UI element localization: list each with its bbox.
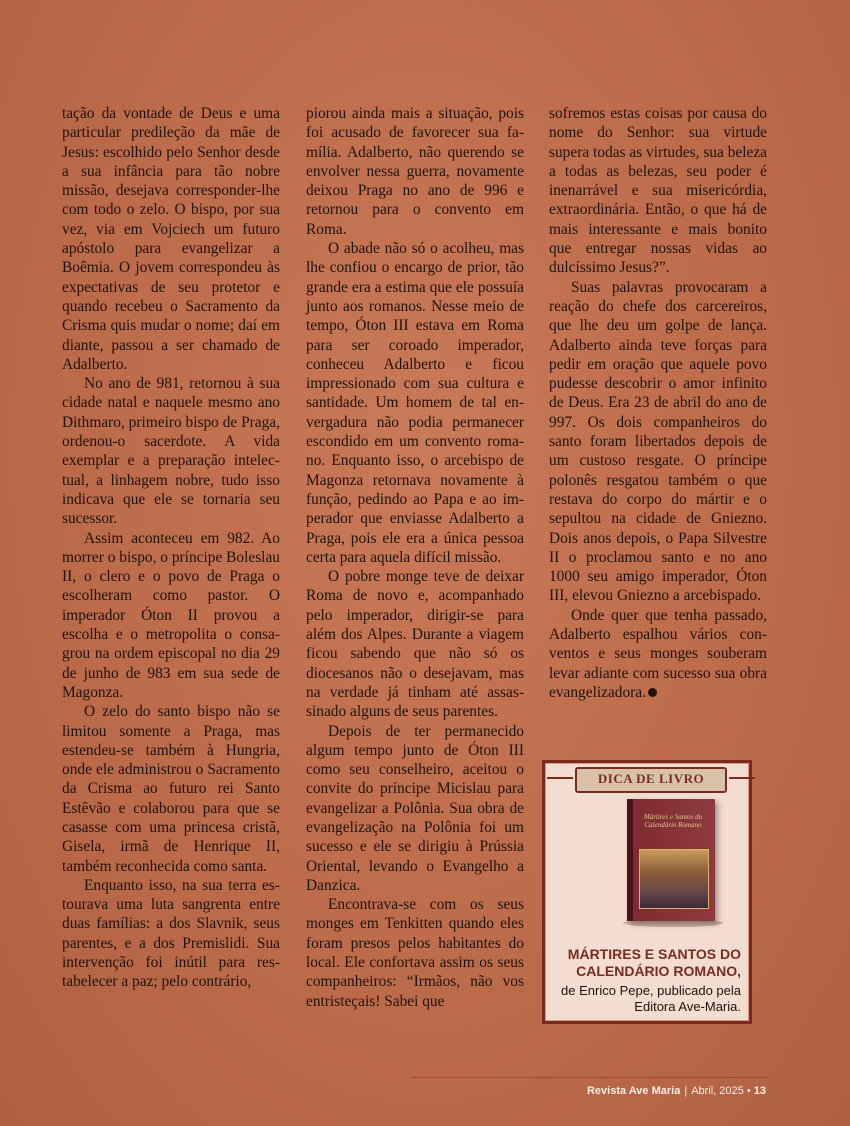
paragraph: Depois de ter permanecido algum tempo junto de Óton III como seu conselheiro, aceitou o convite do príncipe Micislau para evangelizar a Polônia. Sua obra de evangelização na Polônia foi um sucesso e ele se dirigiu à Prússia Oriental, levando o Evangelho a Danzica.: [306, 722, 524, 894]
paragraph: sofremos estas coisas por causa do nome do Senhor: sua virtude supera todas as virtudes, sua beleza a todas as belezas, seu poder é inenarrável e sua misericórdia, extraordinária. Então, o que há de mais interessante e mais bonito que entregar nossas vidas ao dulcíssimo Jesus?”.: [549, 105, 767, 277]
footer-separator: |: [684, 1085, 688, 1097]
article-column-2: [306, 104, 524, 1011]
book-tip-box: [542, 760, 752, 1024]
book-cover-artwork: [639, 849, 709, 909]
paragraph: Suas palavras provocaram a reação do chefe dos carcereiros, que lhe deu um golpe de lança. Adalberto ainda teve forças para pedir em oração que aquele povo pudesse descobrir o amor infinito de Deus. Era 23 de abril do ano de 997. Os dois companheiros do santo foram libertados depois de um custoso resgate. O príncipe polonês resgatou também o que restava do corpo do mártir e o sepultou na cidade de Gniezno. Dois anos depois, o Papa Silvestre II o proclamou santo e no ano 1000 seu amigo imperador, Óton III, elevou Gniezno a arcebispado.: [549, 278, 767, 605]
paragraph: No ano de 981, retornou à sua cidade natal e naquele mesmo ano Dithmaro, primeiro bispo de Praga, ordenou-o sacerdote. A vida exemplar e a preparação intelectual, a linhagem nobre, tudo isso indicava que ele se tornaria seu sucessor.: [62, 375, 280, 528]
article-column-3: [549, 104, 767, 702]
paragraph: Assim aconteceu em 982. Ao morrer o bispo, o príncipe Boleslau II, o clero e o povo de Praga o escolheram como pastor. O imperador Óton II provou a escolha e o metropolita o consagrou na ordem episcopal no dia 29 de junho de 983 em sua sede de Magonza.: [62, 529, 280, 701]
paragraph-final: [549, 606, 767, 702]
paragraph: O pobre monge teve de deixar Roma de novo e, acompanhado pelo imperador, dirigir-se para além dos Alpes. Durante a viagem ficou sabendo que não só os diocesanos não o desejavam, mas na verdade já tinham até assassinado alguns de seus parentes.: [306, 568, 524, 721]
article-column-1: [62, 104, 280, 992]
book-tip-description: de Enrico Pepe, publicado pela Editora Ave-Maria.: [561, 983, 741, 1014]
footer-divider: [412, 1077, 768, 1078]
paragraph: O zelo do santo bispo não se limitou somente a Praga, mas estendeu-se também à Hungria, onde ele administrou o Sacramento da Crisma ao futuro rei Santo Estêvão e colaborou para que se casasse com uma princesa cristã, Gisela, irmã de Henrique II, também reconhecida como santa.: [62, 703, 280, 875]
paragraph-final-text: Onde quer que tenha passado, Adalberto espalhou vários conventos e seus monges souberam levar adiante com sucesso sua obra evangelizadora.: [549, 606, 767, 701]
book-cover-image: [627, 799, 715, 921]
paragraph: piorou ainda mais a situação, pois foi acusado de favorecer sua família. Adalberto, não querendo se envolver nessa guerra, novamente deixou Praga no ano de 996 e retornou para o convento em Roma.: [306, 105, 524, 238]
page-number: 13: [753, 1085, 766, 1097]
end-of-article-icon: [648, 688, 657, 697]
paragraph: O abade não só o acolheu, mas lhe confiou o encargo de prior, tão grande era a estima que ele possuía junto aos romanos. Nesse meio de tempo, Óton III estava em Roma para ser coroado imperador, conheceu Adalberto e ficou impressionado com sua cultura e santidade. Um homem de tal envergadura não podia permanecer escondido em um convento romano. Enquanto isso, o arcebispo de Magonza retornava novamente à função, pedindo ao Papa e ao imperador que enviasse Adalberto a Praga, pois ele era a única pessoa certa para aquela difícil missão.: [306, 240, 524, 566]
book-tip-title: MÁRTIRES E SANTOS DO CALENDÁRIO ROMANO,: [567, 946, 741, 979]
book-cover-title: Mártires e Santos do Calendário Romano: [643, 813, 703, 829]
book-spine: [627, 799, 633, 921]
footer-issue-date: Abril, 2025 •: [691, 1085, 751, 1097]
paragraph: Encontrava-se com os seus monges em Tenkitten quando eles foram presos pelos habitantes do local. Ele confortava assim os seus companheiros: “Irmãos, não vos entristeçais! Sabei que: [306, 896, 524, 1010]
page-footer: [587, 1085, 766, 1097]
paragraph: tação da vontade de Deus e uma particular predileção da mãe de Jesus: escolhido pelo Senhor desde a sua infância para tão nobre missão, desejava corresponder-lhe com todo o zelo. O bispo, por sua vez, via em Vojciech um futuro apóstolo para evangelizar a Boêmia. O jovem correspondeu às expectativas de seu protetor e quando recebeu o Sacramento da Crisma quis mudar o nome; daí em diante, passou a ser chamado de Adalberto.: [62, 105, 280, 373]
book-tip-header: DICA DE LIVRO: [575, 767, 727, 793]
footer-magazine-name: Revista Ave Maria: [586, 1085, 681, 1097]
paragraph: Enquanto isso, na sua terra estourava uma luta sangrenta entre duas famílias: a dos Slavnik, seus parentes, e a dos Premislidi. Sua intervenção foi inútil para restabelecer a paz; pelo contrário,: [62, 876, 280, 991]
